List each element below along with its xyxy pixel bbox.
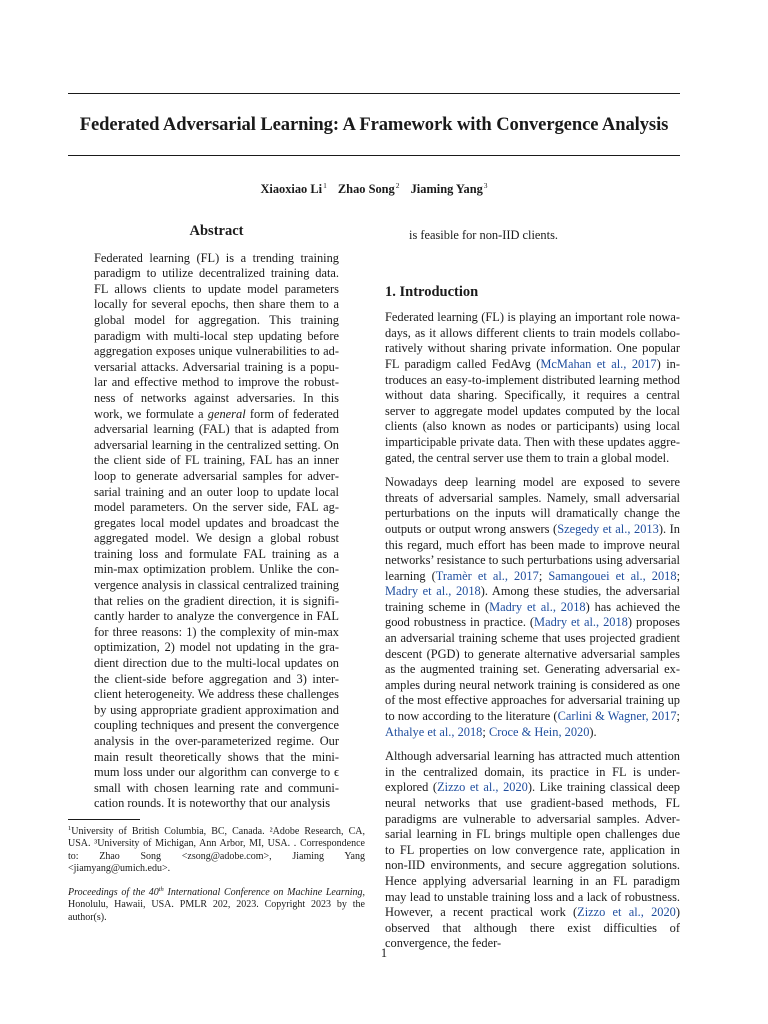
citation-link[interactable]: Croce & Hein, 2020: [488, 724, 590, 739]
citation-link[interactable]: Madry et al., 2018: [489, 599, 586, 614]
paragraph-text: ;: [676, 709, 680, 724]
author-affiliation-mark: 2: [395, 181, 400, 190]
author-list: [68, 181, 680, 197]
author-2: [338, 182, 400, 196]
right-column: [385, 228, 680, 961]
abstract-continuation: is feasible for non-IID clients.: [409, 228, 558, 242]
paragraph-text: ) observed that although there exist difficulties of convergence, the feder-: [385, 905, 680, 951]
paragraph-text: ) proposes an adversarial training scheme that uses projected gradient descent (PGD) to generate alternative adversarial samples as the augmented training set. Generating adversarial examples during neural network training is considered as one of the most effective approaches for adversarial training up to now according to the literature (: [385, 615, 681, 724]
paragraph-text: ). Like training classical deep neural networks that use gradient-based methods, FL paradigms are vulnerable to adversarial samples. Adversarial learning in FL brings multiple open challenges due to FL properties on low convergence rate, application in non-IID environments, and secure aggregation solutions. Hence applying adversarial learning in an FL paradigm may lead to unstable training loss and a lack of robustness. However, a recent practical work (: [385, 780, 680, 920]
footnote-proceedings: [68, 884, 365, 924]
proceedings-number: 40: [148, 887, 159, 898]
page-number: 1: [380, 946, 388, 960]
paragraph-text: ).: [589, 724, 597, 739]
citation-link[interactable]: Tramèr et al., 2017: [435, 568, 539, 583]
proceedings-prefix: Proceedings of the: [68, 887, 149, 898]
title-rule-bottom: [68, 155, 680, 156]
abstract-text-b: form of federated adversarial learning (FAL) that is adapted from adversarial learning in the centralized setting. On the client side of FL training, FAL has an inner loop to generate adversarial samples for adversarial training and an outer loop to update local model parameters. On the server side, FAL aggregates local model updates and broadcast the aggregated model. We design a global robust training loss and formulate FAL training as a min-max optimization problem. Unlike the convergence analysis in classical centralized training that relies on the gradient direction, it is significantly harder to analyze the convergence in FAL for three reasons: 1) the complexity of min-max optimization, 2) model not updating in the gradient direction due to the multi-local updates on the client-side before aggregation and 3) inter-client heterogeneity. We address these challenges by using appropriate gradient approximation and coupling techniques and present the convergence analysis in the over-parameterized regime. Our main result theoretically shows that the minimum loss under our algorithm can converge to ϵ small with chosen learning rate and communication rounds. It is noteworthy that our analysis: [94, 406, 339, 811]
author-affiliation-mark: 3: [483, 181, 488, 190]
paragraph-text: ) introduces an easy-to-implement distributed learning method without data sharing. Specifically, it requires a central server to aggregate model updates computed by the local clients (also known as nodes or participants) using local imparticipable private data. Then with these updates aggregated, the central server use them to train a global model.: [385, 356, 680, 465]
paragraph-text: Nowadays deep learning model are exposed to severe threats of adversarial samples. Namely, small adversarial perturbations on the inputs will dramatically change the outputs or output wrong answers (: [385, 475, 680, 536]
footnote-rule: [68, 819, 140, 820]
footnote-affiliations: [68, 823, 365, 876]
footnote-affiliations-text: University of British Columbia, BC, Canada. ²Adobe Research, CA, USA. ³University of Michigan, Ann Arbor, MI, USA. . Correspondence to: Zhao Song <zsong@adobe.com>, Jiaming Yang <jiamyang@umich.edu>.: [68, 826, 365, 875]
paragraph-text: ). Among these studies, the adversarial training scheme in (: [385, 584, 680, 614]
title-rule-top: [68, 93, 680, 94]
author-name: Xiaoxiao Li: [260, 182, 323, 196]
citation-link[interactable]: Carlini & Wagner, 2017: [557, 709, 677, 724]
abstract-text: [94, 251, 339, 812]
paragraph-text: Although adversarial learning has attracted much attention in the centralized domain, its practice in FL is under-explored (: [385, 749, 680, 795]
paragraph-text: Federated learning (FL) is playing an important role nowadays, as it allows different clients to train models collaboratively without sharing private information. One popular FL paradigm called FedAvg (: [385, 310, 680, 371]
intro-paragraph-2: [385, 475, 680, 740]
left-column: [94, 224, 339, 812]
citation-link[interactable]: Zizzo et al., 2020: [577, 905, 676, 920]
citation-link[interactable]: Samangouei et al., 2018: [548, 568, 677, 583]
paragraph-text: ;: [482, 724, 489, 739]
footnote-mark: 1: [68, 825, 72, 832]
proceedings-venue: International Conference on Machine Learning: [163, 887, 363, 898]
proceedings-ordinal: th: [158, 886, 164, 893]
author-1: [260, 182, 326, 196]
paragraph-text: ;: [676, 568, 681, 583]
paragraph-text: ;: [538, 568, 549, 583]
author-name: Jiaming Yang: [410, 182, 483, 196]
abstract-heading: Abstract: [189, 223, 244, 239]
section-heading-introduction: 1. Introduction: [385, 283, 479, 300]
proceedings-details: , Honolulu, Hawaii, USA. PMLR 202, 2023. Copyright 2023 by the author(s).: [68, 887, 366, 923]
citation-link[interactable]: Madry et al., 2018: [534, 615, 628, 630]
abstract-emphasis: general: [207, 406, 246, 421]
paragraph-text: ) has achieved the good robustness in practice. (: [385, 599, 681, 630]
paragraph-text: ). In this regard, much effort has been made to improve neural networks’ resistance to such perturbations using adversarial learning (: [385, 521, 680, 583]
author-affiliation-mark: 1: [323, 181, 327, 190]
intro-paragraph-3: [385, 749, 680, 952]
citation-link[interactable]: Zizzo et al., 2020: [437, 780, 528, 795]
citation-link[interactable]: Szegedy et al., 2013: [557, 521, 659, 536]
citation-link[interactable]: McMahan et al., 2017: [540, 356, 657, 371]
abstract-text-a: Federated learning (FL) is a trending training paradigm to utilize decentralized training data. FL allows clients to update model parameters locally for several epochs, then share them to a global model for aggregation. This training paradigm with multi-local step updating before aggregation exposes unique vulnerabilities to adversarial attacks. Adversarial training is a popular and effective method to improve the robustness of networks against adversaries. In this work, we formulate a: [94, 250, 339, 421]
citation-link[interactable]: Athalye et al., 2018: [385, 724, 483, 739]
author-3: [411, 182, 488, 196]
intro-paragraph-1: [385, 310, 680, 466]
paper-title: Federated Adversarial Learning: A Framework with Convergence Analysis: [79, 114, 669, 135]
author-name: Zhao Song: [337, 182, 395, 196]
citation-link[interactable]: Madry et al., 2018: [385, 584, 481, 599]
